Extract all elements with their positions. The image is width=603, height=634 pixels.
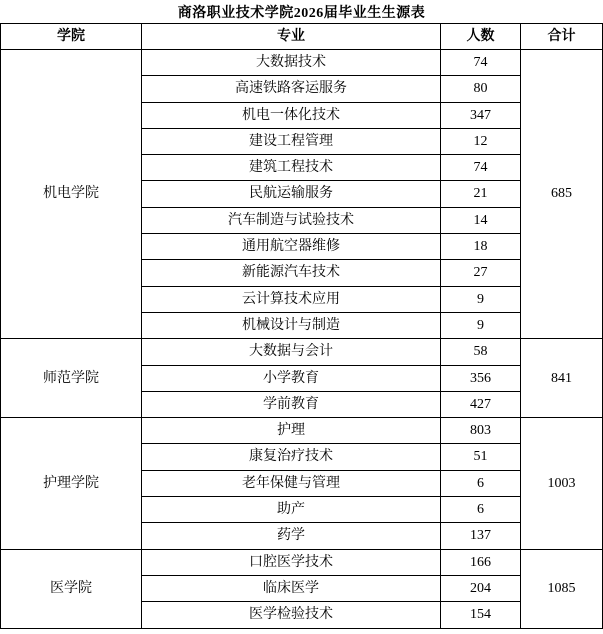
count-cell: 74 (441, 155, 521, 181)
major-cell: 汽车制造与试验技术 (142, 207, 441, 233)
total-cell: 1085 (521, 549, 603, 628)
major-cell: 口腔医学技术 (142, 549, 441, 575)
count-cell: 347 (441, 102, 521, 128)
major-cell: 建筑工程技术 (142, 155, 441, 181)
college-cell: 医学院 (1, 549, 142, 628)
college-cell: 护理学院 (1, 418, 142, 549)
count-cell: 6 (441, 470, 521, 496)
major-cell: 康复治疗技术 (142, 444, 441, 470)
column-header-college: 学院 (1, 24, 142, 50)
count-cell: 18 (441, 234, 521, 260)
count-cell: 12 (441, 128, 521, 154)
count-cell: 356 (441, 365, 521, 391)
college-cell: 机电学院 (1, 50, 142, 339)
major-cell: 建设工程管理 (142, 128, 441, 154)
count-cell: 74 (441, 50, 521, 76)
college-cell: 师范学院 (1, 339, 142, 418)
major-cell: 助产 (142, 497, 441, 523)
major-cell: 护理 (142, 418, 441, 444)
count-cell: 9 (441, 312, 521, 338)
count-cell: 154 (441, 602, 521, 628)
major-cell: 小学教育 (142, 365, 441, 391)
table-row (1, 50, 603, 76)
count-cell: 27 (441, 260, 521, 286)
major-cell: 医学检验技术 (142, 602, 441, 628)
column-header-major: 专业 (142, 24, 441, 50)
count-cell: 166 (441, 549, 521, 575)
major-cell: 通用航空器维修 (142, 234, 441, 260)
column-header-total: 合计 (521, 24, 603, 50)
count-cell: 14 (441, 207, 521, 233)
major-cell: 新能源汽车技术 (142, 260, 441, 286)
count-cell: 427 (441, 391, 521, 417)
count-cell: 58 (441, 339, 521, 365)
header-row (1, 24, 603, 50)
major-cell: 临床医学 (142, 575, 441, 601)
major-cell: 大数据技术 (142, 50, 441, 76)
table-row (1, 418, 603, 444)
major-cell: 学前教育 (142, 391, 441, 417)
table-row (1, 339, 603, 365)
table-row (1, 549, 603, 575)
page-title: 商洛职业技术学院2026届毕业生生源表 (177, 6, 426, 21)
major-cell: 药学 (142, 523, 441, 549)
table-body (1, 50, 603, 629)
total-cell: 841 (521, 339, 603, 418)
graduate-source-table (0, 23, 603, 629)
major-cell: 高速铁路客运服务 (142, 76, 441, 102)
count-cell: 9 (441, 286, 521, 312)
total-cell: 1003 (521, 418, 603, 549)
major-cell: 民航运输服务 (142, 181, 441, 207)
count-cell: 204 (441, 575, 521, 601)
column-header-count: 人数 (441, 24, 521, 50)
major-cell: 云计算技术应用 (142, 286, 441, 312)
major-cell: 机械设计与制造 (142, 312, 441, 338)
major-cell: 老年保健与管理 (142, 470, 441, 496)
count-cell: 80 (441, 76, 521, 102)
total-cell: 685 (521, 50, 603, 339)
count-cell: 21 (441, 181, 521, 207)
count-cell: 137 (441, 523, 521, 549)
count-cell: 51 (441, 444, 521, 470)
major-cell: 机电一体化技术 (142, 102, 441, 128)
count-cell: 803 (441, 418, 521, 444)
count-cell: 6 (441, 497, 521, 523)
major-cell: 大数据与会计 (142, 339, 441, 365)
